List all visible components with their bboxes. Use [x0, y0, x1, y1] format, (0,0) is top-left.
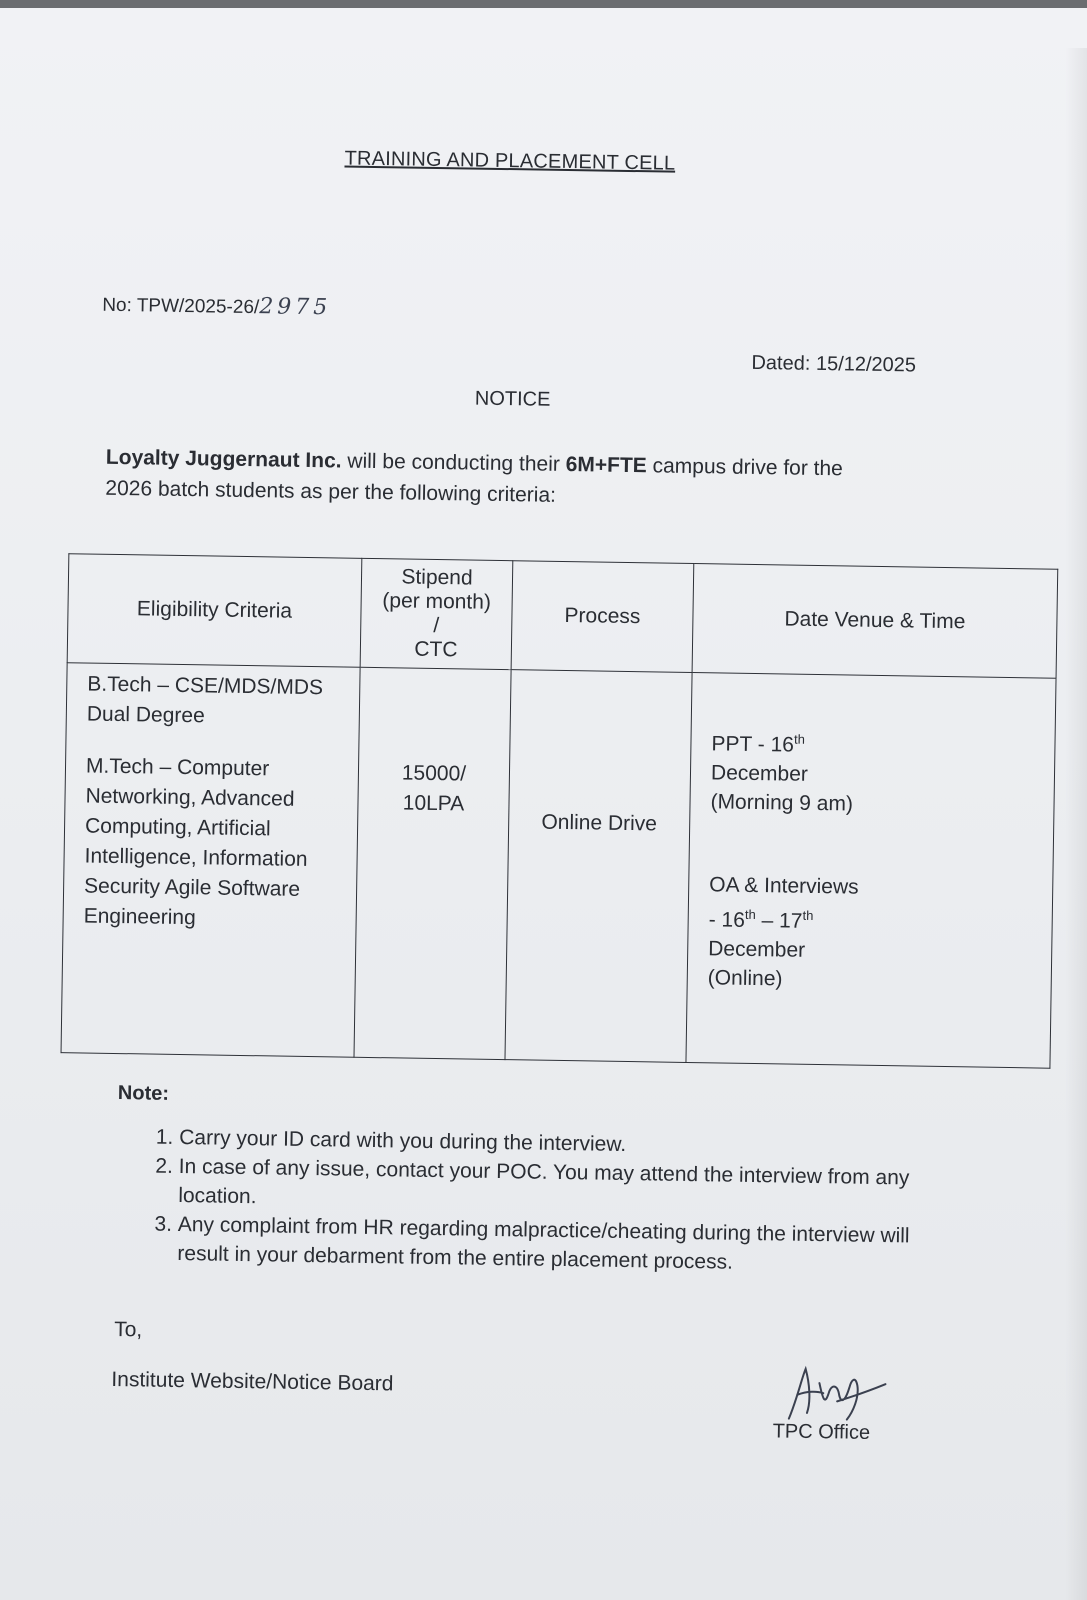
oa-title: OA & Interviews	[709, 873, 859, 899]
elig-mtech: M.Tech – Computer Networking, Advanced Computing, Artificial Intelligence, Information Security Agile Software Engineering	[83, 754, 308, 930]
header-process: Process	[511, 561, 694, 673]
header-venue: Date Venue & Time	[692, 564, 1058, 679]
list-item: 2. In case of any issue, contact your POC. You may attend the interview from any location.	[178, 1152, 939, 1222]
cell-stipend	[354, 667, 511, 1059]
oa-mode: (Online)	[707, 966, 783, 991]
oa-date-end-suffix: th	[802, 907, 814, 923]
note-heading: Note:	[117, 1082, 170, 1105]
header-stipend-line2: (per month) /	[382, 589, 492, 638]
header-eligibility: Eligibility Criteria	[67, 554, 362, 668]
intro-text-2: campus drive for the 2026 batch students as per the following criteria:	[105, 454, 844, 507]
elig-btech-dual: Dual Degree	[86, 702, 205, 728]
header-stipend-line1: Stipend	[401, 565, 473, 590]
cell-title: TRAINING AND PLACEMENT CELL	[344, 147, 676, 175]
header-stipend	[360, 558, 513, 669]
list-item: 3. Any complaint from HR regarding malpractice/cheating during the interview will result in your debarment from the entire placement process.	[177, 1210, 938, 1280]
ctc-amount: 10LPA	[402, 791, 465, 816]
notes-list	[141, 1122, 939, 1279]
recipient-line: Institute Website/Notice Board	[111, 1367, 394, 1396]
elig-btech: B.Tech – CSE/MDS/MDS	[87, 672, 324, 700]
cell-process: Online Drive	[505, 670, 692, 1063]
ppt-month: December	[710, 761, 809, 786]
program-type: 6M+FTE	[565, 453, 647, 478]
notice-page	[0, 8, 1087, 1600]
intro-text-1: will be conducting their	[341, 449, 566, 477]
intro-paragraph	[105, 442, 866, 516]
ref-prefix: No: TPW/2025-26/	[102, 294, 260, 319]
ppt-date-suffix: th	[793, 731, 805, 747]
notice-heading: NOTICE	[474, 387, 551, 411]
cell-venue	[686, 673, 1056, 1069]
date-line: Dated: 15/12/2025	[751, 351, 917, 377]
stipend-amount: 15000/	[401, 761, 467, 786]
to-line: To,	[114, 1318, 143, 1342]
oa-date-start-suffix: th	[744, 906, 756, 923]
ref-handwritten-number: 2975	[259, 294, 332, 321]
oa-month: December	[708, 937, 806, 962]
table-row	[61, 663, 1056, 1068]
signatory-label: TPC Office	[772, 1420, 871, 1444]
ppt-date: PPT - 16	[711, 732, 795, 757]
table-header-row	[67, 554, 1058, 679]
oa-date-start: - 16	[708, 908, 746, 932]
cell-eligibility	[61, 663, 360, 1058]
list-item: 1. Carry your ID card with you during the interview.	[179, 1123, 939, 1164]
criteria-table	[61, 553, 1059, 1068]
company-name: Loyalty Juggernaut Inc.	[105, 445, 342, 473]
header-stipend-line3: CTC	[414, 637, 458, 662]
notice-sheet	[0, 8, 1087, 1600]
oa-date-end: – 17	[755, 909, 803, 933]
ppt-time: (Morning 9 am)	[710, 790, 854, 816]
reference-number	[102, 292, 331, 321]
